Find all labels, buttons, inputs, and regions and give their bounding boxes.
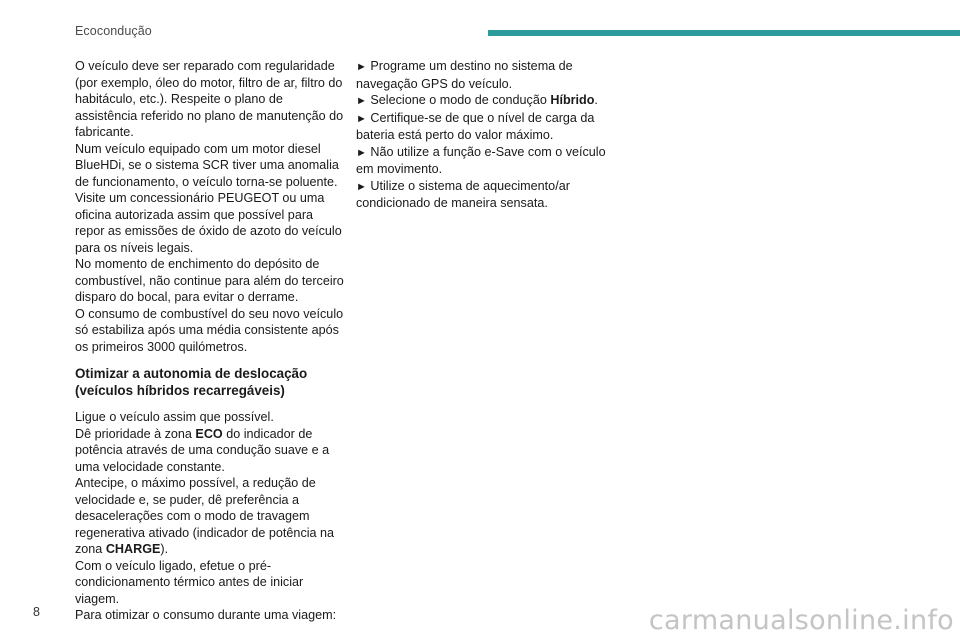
left-column [75, 58, 345, 624]
paragraph-precondition: Com o veículo ligado, efetue o pré-condicionamento térmico antes de iniciar viagem. [75, 558, 304, 606]
right-column [356, 58, 616, 212]
paragraph-diesel: Num veículo equipado com um motor diesel BlueHDi, se o sistema SCR tiver uma anomalia de funcionamento, o veículo torna-se poluente. Visite um concessionário PEUGEOT ou uma oficina autorizada assim que possível para repor as emissões de óxido de azoto do veículo para os níveis legais. [75, 141, 342, 255]
charge-zone-label: CHARGE [105, 542, 161, 556]
arrow-right-icon: ► [356, 180, 367, 193]
section-heading: Otimizar a autonomia de deslocação (veículos híbridos recarregáveis) [75, 366, 308, 398]
hybrid-mode-label: Híbrido [550, 93, 595, 107]
arrow-right-icon: ► [356, 61, 367, 73]
paragraph-start: Ligue o veículo assim que possível. [75, 410, 274, 424]
bullet-item-esave: ► Não utilize a função e-Save com o veículo em movimento. [356, 144, 606, 176]
arrow-right-icon: ► [356, 112, 367, 125]
bullet-item-climate: ► Utilize o sistema de aquecimento/ar condicionado de maneira sensata. [356, 178, 570, 210]
bullet-item-gps: ► Programe um destino no sistema de navegação GPS do veículo. [356, 59, 573, 91]
paragraph-consumption: O consumo de combustível do seu novo veículo só estabiliza após uma média consistente após os primeiros 3000 quilómetros. [75, 306, 344, 354]
header-accent-bar [488, 30, 960, 36]
bullet-item-hybrid: ► Selecione o modo de condução Híbrido. [356, 93, 598, 107]
bullet-item-battery: ► Certifique-se de que o nível de carga da bateria está perto do valor máximo. [356, 110, 595, 142]
page-number: 8 [33, 605, 40, 619]
section-title: Ecocondução [75, 24, 152, 38]
arrow-right-icon: ► [356, 95, 367, 107]
paragraph-optimize: Para otimizar o consumo durante uma viagem: [75, 608, 337, 622]
watermark: carmanualsonline.info [648, 605, 954, 636]
paragraph-maintenance: O veículo deve ser reparado com regularidade (por exemplo, óleo do motor, filtro de ar, filtro do habitáculo, etc.). Respeite o plano de assistência referido no plano de manutenção do fabricante. [75, 59, 344, 139]
paragraph-refuel: No momento de enchimento do depósito de combustível, não continue para além do terceiro disparo do bocal, para evitar o derrame. [75, 257, 344, 304]
paragraph-eco: Dê prioridade à zona ECO do indicador de potência através de uma condução suave e a uma velocidade constante. [75, 426, 330, 474]
paragraph-regen: Antecipe, o máximo possível, a redução de velocidade e, se puder, dê preferência a desacelerações com o modo de travagem regenerativa ativado (indicador de potência na zona CHARGE). [75, 476, 335, 556]
eco-zone-label: ECO [195, 426, 223, 441]
arrow-right-icon: ► [356, 146, 367, 159]
